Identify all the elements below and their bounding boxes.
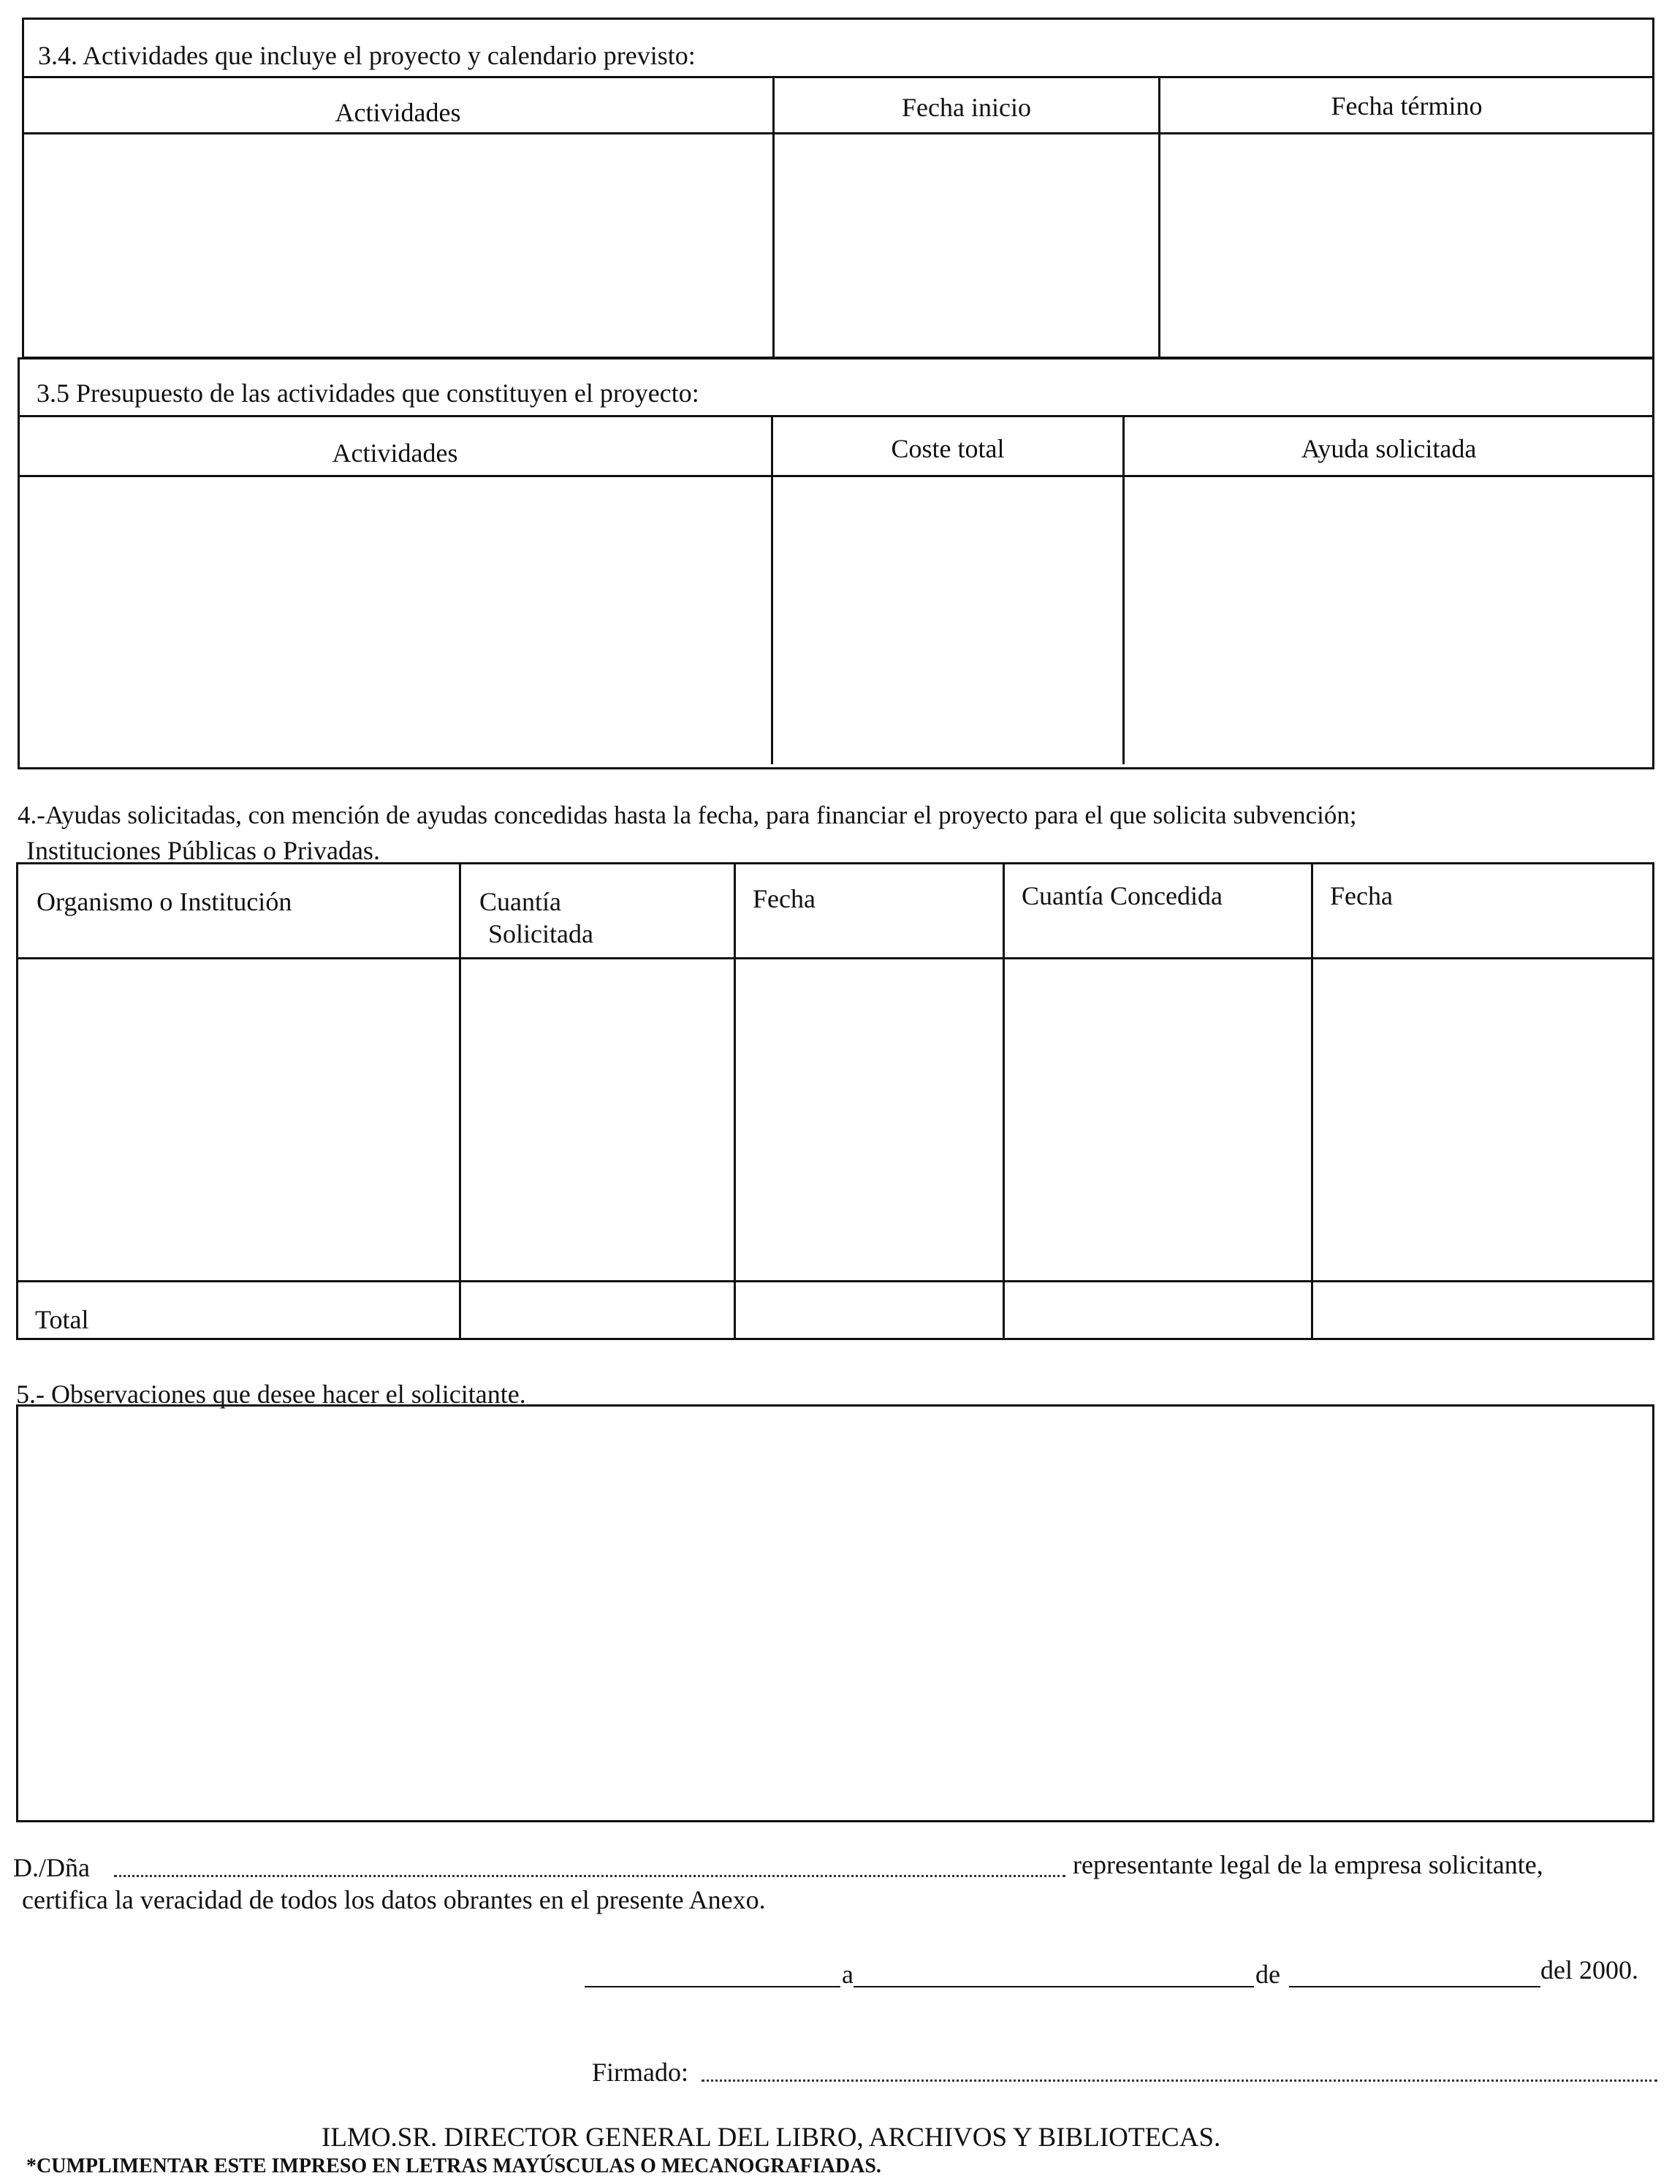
place-field[interactable] (585, 1986, 840, 1987)
observations-box[interactable] (16, 1404, 1654, 1822)
date-a-label: a (842, 1960, 854, 1989)
column-header-cuantia: Cuantía (479, 887, 561, 916)
column-header-cuantia-concedida: Cuantía Concedida (1022, 881, 1223, 910)
granted-amount-input[interactable] (1005, 959, 1311, 1280)
end-date-input[interactable] (1160, 134, 1653, 355)
date-year-label: del 2000. (1540, 1955, 1638, 1985)
grant-date-input[interactable] (1313, 959, 1653, 1280)
column-header-fecha-inicio: Fecha inicio (902, 93, 1031, 122)
signature-field[interactable] (702, 2080, 1657, 2082)
budget-activities-input[interactable] (20, 477, 771, 764)
divider (22, 76, 1654, 78)
divider (18, 415, 1654, 417)
column-header-coste-total: Coste total (891, 434, 1005, 463)
section-3-4-title: 3.4. Actividades que incluye el proyecto y calendario previsto: (38, 41, 696, 70)
institution-input[interactable] (18, 959, 459, 1280)
month-field[interactable] (1289, 1986, 1540, 1987)
column-header-organismo: Organismo o Institución (37, 887, 292, 916)
total-label: Total (35, 1305, 89, 1334)
requested-aid-input[interactable] (1125, 477, 1653, 764)
instructions-note: *CUMPLIMENTAR ESTE IMPRESO EN LETRAS MAYÚSCULAS O MECANOGRAFIADAS. (26, 2155, 881, 2177)
section-5-title: 5.- Observaciones que desee hacer el solicitante. (16, 1380, 526, 1409)
column-header-actividades: Actividades (335, 98, 461, 127)
certification-line-2: certifica la veracidad de todos los datos obrantes en el presente Anexo. (22, 1885, 766, 1914)
signature-label: Firmado: (592, 2058, 688, 2087)
start-date-input[interactable] (775, 134, 1158, 355)
request-date-input[interactable] (736, 959, 1003, 1280)
total-cost-input[interactable] (773, 477, 1122, 764)
representative-name-field[interactable] (114, 1875, 1065, 1877)
addressee: ILMO.SR. DIRECTOR GENERAL DEL LIBRO, ARCHIVOS Y BIBLIOTECAS. (322, 2123, 1221, 2153)
section-3-5-title: 3.5 Presupuesto de las actividades que constituyen el proyecto: (37, 378, 699, 408)
total-requested-input[interactable] (461, 1282, 734, 1337)
total-granted-input[interactable] (1005, 1282, 1311, 1337)
certification-suffix: representante legal de la empresa solicitante, (1073, 1850, 1543, 1879)
date-de-label: de (1255, 1960, 1280, 1989)
section-4-title: 4.-Ayudas solicitadas, con mención de ayudas concedidas hasta la fecha, para financiar el proyecto para el que solicita subvención; (18, 801, 1357, 829)
day-field[interactable] (854, 1986, 1254, 1987)
requested-amount-input[interactable] (461, 959, 734, 1280)
column-header-fecha-2: Fecha (1330, 881, 1393, 910)
column-header-solicitada: Solicitada (488, 919, 593, 948)
column-header-actividades-2: Actividades (332, 438, 458, 468)
column-header-ayuda-solicitada: Ayuda solicitada (1301, 434, 1477, 463)
total-grant-date-input[interactable] (1313, 1282, 1653, 1337)
column-header-fecha: Fecha (753, 884, 816, 913)
section-4-subtitle: Instituciones Públicas o Privadas. (26, 836, 380, 865)
activities-input[interactable] (24, 134, 772, 355)
column-header-fecha-termino: Fecha término (1331, 91, 1483, 121)
certification-prefix: D./Dña (13, 1853, 90, 1882)
total-date-input[interactable] (736, 1282, 1003, 1337)
